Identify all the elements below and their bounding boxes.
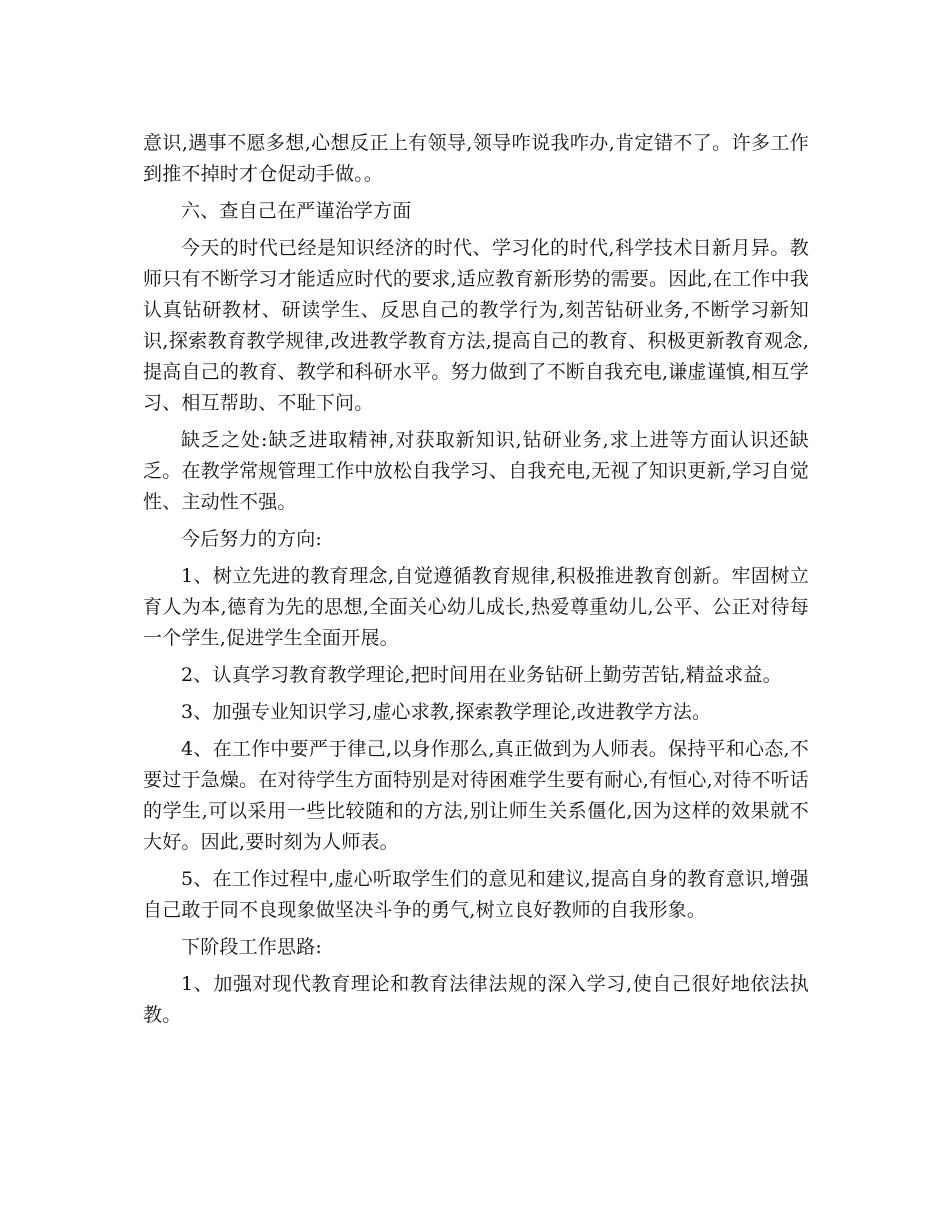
document-page (143, 128, 809, 1037)
paragraph-continuation: 意识,遇事不愿多想,心想反正上有领导,领导咋说我咋办,肯定错不了。许多工作到推不掉时才仓促动手做。。 (143, 132, 809, 185)
list-item-3: 3、加强专业知识学习,虚心求教,探索教学理论,改进教学方法。 (181, 701, 712, 723)
list-item-5: 5、在工作过程中,虚心听取学生们的意见和建议,提高自身的教育意识,增强自己敢于同不良现象做坚决斗争的勇气,树立良好教师的自我形象。 (143, 868, 809, 921)
next-stage-item-1: 1、加强对现代教育理论和教育法律法规的深入学习,使自己很好地依法执教。 (143, 973, 809, 1026)
list-item-4: 4、在工作中要严于律己,以身作那么,真正做到为人师表。保持平和心态,不要过于急燥。在对待学生方面特别是对待困难学生要有耐心,有恒心,对待不听话的学生,可以采用一些比较随和的方法,别让师生关系僵化,因为这样的效果就不大好。因此,要时刻为人师表。 (143, 738, 809, 853)
heading-future-direction: 今后努力的方向: (181, 528, 323, 550)
heading-next-stage: 下阶段工作思路: (181, 936, 323, 958)
list-item-2: 2、认真学习教育教学理论,把时间用在业务钻研上勤劳苦钻,精益求益。 (181, 664, 782, 686)
section-heading-6: 六、查自己在严谨治学方面 (181, 200, 412, 222)
paragraph-shortcomings: 缺乏之处:缺乏进取精神,对获取新知识,钻研业务,求上进等方面认识还缺乏。在教学常规管理工作中放松自我学习、自我充电,无视了知识更新,学习自觉性、主动性不强。 (143, 429, 809, 513)
list-item-1: 1、树立先进的教育理念,自觉遵循教育规律,积极推进教育创新。牢固树立育人为本,德育为先的思想,全面关心幼儿成长,热爱尊重幼儿,公平、公正对待每一个学生,促进学生全面开展。 (143, 565, 809, 649)
paragraph-study: 今天的时代已经是知识经济的时代、学习化的时代,科学技术日新月异。教师只有不断学习才能适应时代的要求,适应教育新形势的需要。因此,在工作中我认真钻研教材、研读学生、反思自己的教学行为,刻苦钻研业务,不断学习新知识,探索教育教学规律,改进教学教育方法,提高自己的教育、积极更新教育观念,提高自己的教育、教学和科研水平。努力做到了不断自我充电,谦虚谨慎,相互学习、相互帮助、不耻下问。 (143, 237, 809, 414)
